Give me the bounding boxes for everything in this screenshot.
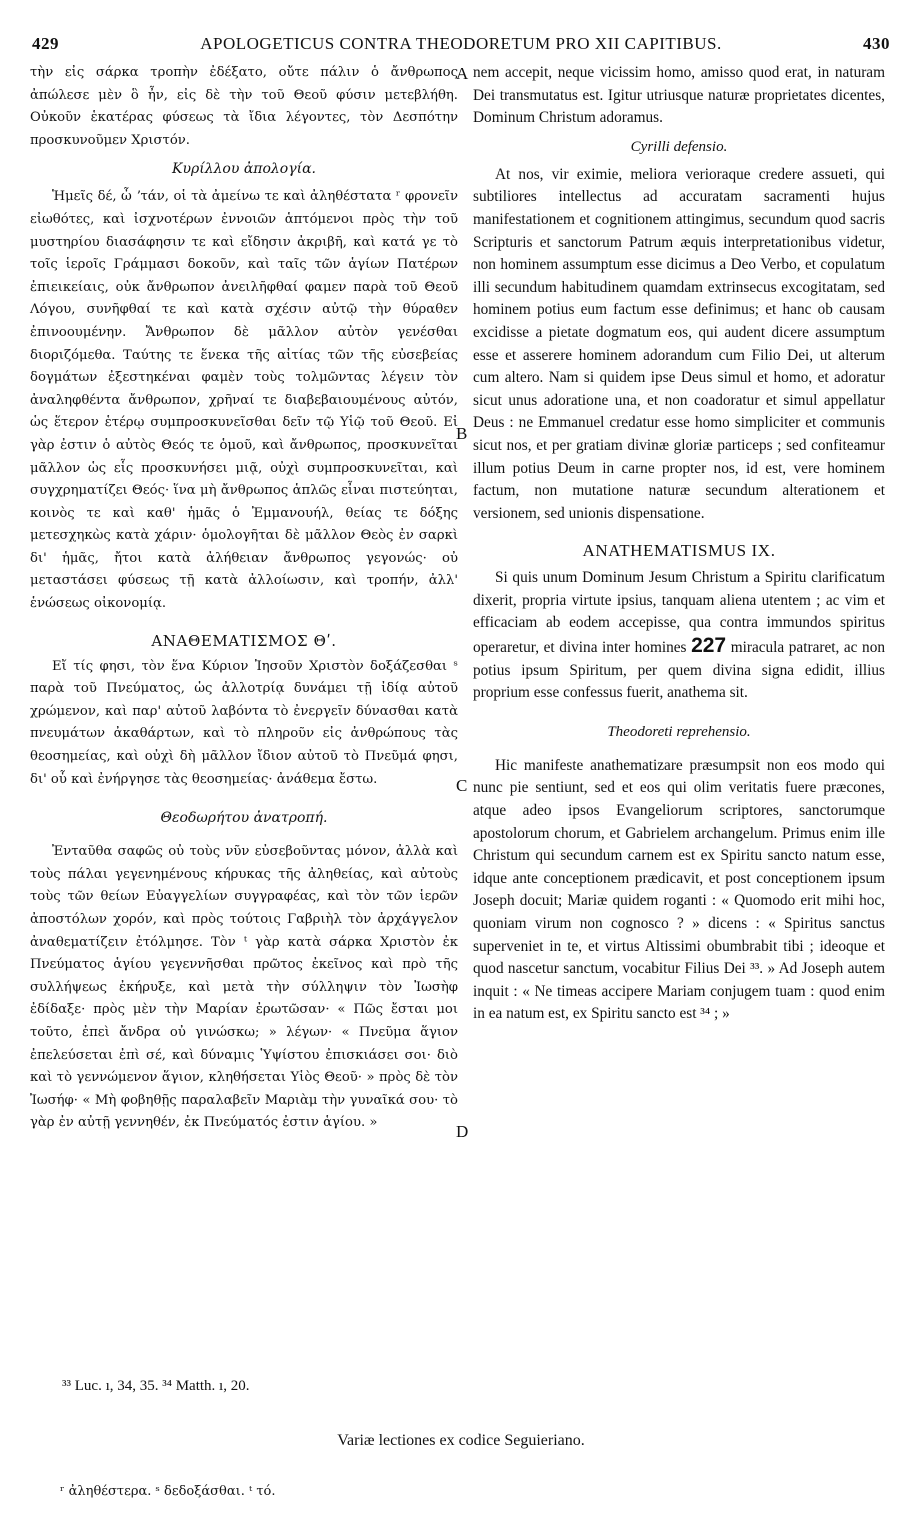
running-header [30, 34, 892, 56]
greek-heading-anathematismos: ΑΝΑΘΕΜΑΤΙΣΜΟΣ Θʹ. [151, 631, 337, 650]
greek-paragraph-1: τὴν εἰς σάρκα τροπὴν ἐδέξατο, οὔτε πάλιν ὁ ἄνθρωπος ἀπώλεσε μὲν ὃ ἦν, εἰς δὲ τὴν τοῦ Θεοῦ φύσιν μετεβλήθη. Οὐκοῦν ἑκατέρας φύσεως τὰ ἴδια λέγοντες, τὸν Δεσπότην προσκυνοῦμεν Χριστόν. [30, 65, 458, 148]
greek-paragraph-4: Ἐνταῦθα σαφῶς οὐ τοὺς νῦν εὐσεβοῦντας μόνον, ἀλλὰ καὶ τοὺς πάλαι γεγενημένους κήρυκας τῆς ἀληθείας, καὶ αὐτοὺς τοὺς τῶν θείων Εὐαγγελίων συγγραφέας, καὶ τὸν τῶν ἱερῶν ἀποστόλων χορόν, καὶ πρὸς τούτοις Γαβριὴλ τὸν ἀρχάγγελον ἀναθεματίζειν ἐτόλμησε. Τὸν ᵗ γὰρ κατὰ σάρκα Χριστὸν ἐκ Πνεύματος ἁγίου γεγεννῆσθαι πρῶτος ἐκεῖνος καὶ πρὸ τῆς συλλήψεως ἐκήρυξε, καὶ μετὰ τὴν σύλληψιν τὸν Ἰωσὴφ ἐδίδαξε· πρὸς μὲν τὴν Μαρίαν ἐρωτῶσαν· « Πῶς ἔσται μοι τοῦτο, ἐπεὶ ἄνδρα οὐ γινώσκω; » λέγων· « Πνεῦμα ἅγιον ἐπελεύσεται ἐπὶ σέ, καὶ δύναμις Ὑψίστου ἐπισκιάσει σοι· διὸ καὶ τὸ γεννώμενον ἅγιον, κληθήσεται Υἱὸς Θεοῦ· » πρὸς δὲ τὸν Ἰωσήφ· « Μὴ φοβηθῇς παραλαβεῖν Μαριὰμ τὴν γυναῖκά σου· τὸ γὰρ ἐν αὐτῇ γεννηθέν, ἐκ Πνεύματός ἐστιν ἁγίου. » [30, 844, 458, 1131]
latin-paragraph-3-a: Si quis unum Dominum Jesum Christum a Spiritu clarificatum dixerit, propria virtute ipsius, tanquam aliena utentem ; ac vim et efficaciam ab eodem accepisse, qua contra immundos spiritus operaretur, et divina inter homines [473, 569, 885, 657]
latin-paragraph-3 [473, 567, 885, 705]
latin-heading-theodoreti: Theodoreti reprehensio. [607, 723, 751, 740]
margin-letter-b: B [456, 424, 468, 443]
migne-column-marker: 227 [691, 634, 727, 658]
margin-letter-d: D [456, 1122, 469, 1141]
running-title: APOLOGETICUS CONTRA THEODORETUM PRO XII CAPITIBUS. [200, 34, 722, 53]
latin-paragraph-3-b: miracula patraret, ac non potius ipsum Spiritum, per quem divina signa edidit, illius proprium esse confessus fuerit, anathema sit. [473, 639, 885, 702]
greek-paragraph-3: Εἴ τίς φησι, τὸν ἕνα Κύριον Ἰησοῦν Χριστὸν δοξάζεσθαι ˢ παρὰ τοῦ Πνεύματος, ὡς ἀλλοτρίᾳ δυνάμει τῇ ἰδίᾳ αὐτοῦ χρώμενον, καὶ παρ' αὐτοῦ λαβόντα τὸ ἐνεργεῖν δύνασθαι κατὰ πνευμάτων ἀκαθάρτων, καὶ τὸ πληροῦν εἰς ἀνθρώπους τὰς θεοσημείας, καὶ οὐχὶ δὴ μᾶλλον ἴδιον αὐτοῦ τὸ Πνεῦμά φησι, δι' οὗ καὶ ἐνήργησε τὰς θεοσημείας· ἀνάθεμα ἔστω. [30, 658, 458, 787]
margin-letter-a: A [456, 64, 469, 83]
greek-heading-cyrilli: Κυρίλλου ἀπολογία. [172, 161, 316, 178]
margin-letter-c: C [456, 776, 468, 795]
latin-heading-anathematismus: ANATHEMATISMUS IX. [582, 541, 776, 561]
page-number-right: 430 [863, 34, 890, 53]
variae-lectiones-title: Variæ lectiones ex codice Seguieriano. [337, 1432, 585, 1449]
greek-heading-theodoreti: Θεοδωρήτου ἀνατροπή. [160, 810, 328, 827]
latin-paragraph-1: nem accepit, neque vicissim homo, amisso quod erat, in naturam Dei transmutatus est. Igitur utriusque naturæ proprietates dicentes, Dominum Christum adoramus. [473, 64, 885, 127]
greek-column [30, 62, 458, 1135]
scripture-references: ³³ Luc. ı, 34, 35. ³⁴ Matth. ı, 20. [62, 1378, 250, 1394]
latin-heading-cyrilli: Cyrilli defensio. [630, 138, 728, 155]
variae-lectiones: ʳ ἀληθέστερα. ˢ δεδοξάσθαι. ᵗ τό. [60, 1484, 276, 1499]
greek-paragraph-2: Ἡμεῖς δέ, ὦ ʼτάν, οἱ τὰ ἀμείνω τε καὶ ἀληθέστατα ʳ φρονεῖν εἰωθότες, καὶ ἰσχνοτέρων ἐννοιῶν ἁπτόμενοι πρὸς τὴν τοῦ μυστηρίου διασάφησιν τε καὶ εἴδησιν ἀκριβῆ, καὶ κατά γε τὸ τοῖς ἱεροῖς Γράμμασι δοκοῦν, καὶ ταῖς τῶν ἁγίων Πατέρων ἐπιεικείαις, οὐκ ἄνθρωπον ἀνειλῆφθαί φαμεν παρὰ τοῦ Θεοῦ Λόγου, συνῆφθαί τε καὶ κατὰ σχέσιν αὐτῷ τὴν θύραθεν ἐπινοουμένην. Ἄνθρωπον δὲ μᾶλλον αὐτὸν γενέσθαι διοριζόμεθα. Ταύτης τε ἕνεκα τῆς αἰτίας τῶν τῆς εὐσεβείας δογμάτων ἐξεστηκέναι φαμὲν τοὺς τολμῶντας λέγειν τὸν ἀναληφθέντα ἄνθρωπον, χρῆναί τε διαβεβαιουμένους αὐτόν, ὡς ἕτερον ἑτέρῳ συμπροσκυνεῖσθαι δεῖν τῷ Υἱῷ τοῦ Θεοῦ. Εἰ γὰρ ἐστιν ὁ αὐτὸς Θεός τε ὁμοῦ, καὶ ἄνθρωπος, προσκυνεῖται μᾶλλον ὡς εἷς προσκυνήσει μιᾷ, οὐχὶ συμπροσκυνεῖται, καὶ συγχρηματίζει Θεός· ἵνα μὴ ἄνθρωπος ἁπλῶς εἶναι πιστεύηται, κοινὸς τε καὶ καθ' ἡμᾶς ὁ Ἐμμανουήλ, θείας τε δόξης μετεσχηκὼς κατὰ χάριν· ὁμολογῆται δὲ μᾶλλον Θεὸς ἐν σαρκὶ δι' ἡμᾶς, ἤτοι κατὰ ἀλήθειαν ἄνθρωπος γεγονώς· οὐ μεταστάσει φύσεως τῇ κατὰ ἀλλοίωσιν, καὶ τροπήν, ἀλλ' ἑνώσεως οἰκονομίᾳ. [30, 189, 458, 612]
latin-paragraph-2: At nos, vir eximie, meliora verioraque credere assueti, qui subtiliores intellectus ad accuratam sacramenti hujus manifestationem et cognitionem attingimus, secundum quod sacris Scripturis et sanctorum Patrum æquis interpretationibus videtur, non hominem assumptum esse dicimus a Deo Verbo, et copulatum illi secundum habitudinem quamdam extrinsecus excogitatam, sed hominem potius eum factum esse definimus; et hanc ob causam excidisse a pietate dogmatum eos, qui audent dicere assumptum esse et asserere hominem adorandum cum Filio Dei, ut alterum cum altero. Nam si quidem ipse Deus simul et homo, et adoratur sicut unus adoratione una, et non coadoratur et simul appellatur Deus : ne Emmanuel credatur esse homo simpliciter et communis sicut nos, et per gratiam divinæ gloriæ particeps ; sed confiteamur illum potius Deum in carne propter nos, id est, vere hominem factum, non mutatione naturæ secundum alterationem et versionem, sed unionis dispensatione. [473, 165, 885, 522]
latin-paragraph-4: Hic manifeste anathematizare præsumpsit non eos modo qui nunc pie sentiunt, sed et eos qui olim veritatis fuere præcones, atque adeo ipsos Evangeliorum scriptores, sanctorumque apostolorum chorum, et Gabrielem archangelum. Primus enim ille Christum qui secundum carnem est ex Spiritu sancto natum esse, idque ante conceptionem prædicavit, et post conceptionem ipsum Joseph docuit; Mariæ quidem roganti : « Quomodo erit mihi hoc, quoniam virum non cognosco ? » dicens : « Spiritus sanctus superveniet in te, et virtus Altissimi obumbrabit tibi ; ideoque et quod nascetur sanctum, vocabitur Filius Dei ³³. » Ad Joseph autem inquit : « Ne timeas accipere Mariam conjugem tuam : quod enim in ea natum est, ex Spiritu sancto est ³⁴ ; » [473, 756, 885, 1023]
page-number-left: 429 [32, 34, 59, 53]
latin-column [473, 62, 885, 1026]
